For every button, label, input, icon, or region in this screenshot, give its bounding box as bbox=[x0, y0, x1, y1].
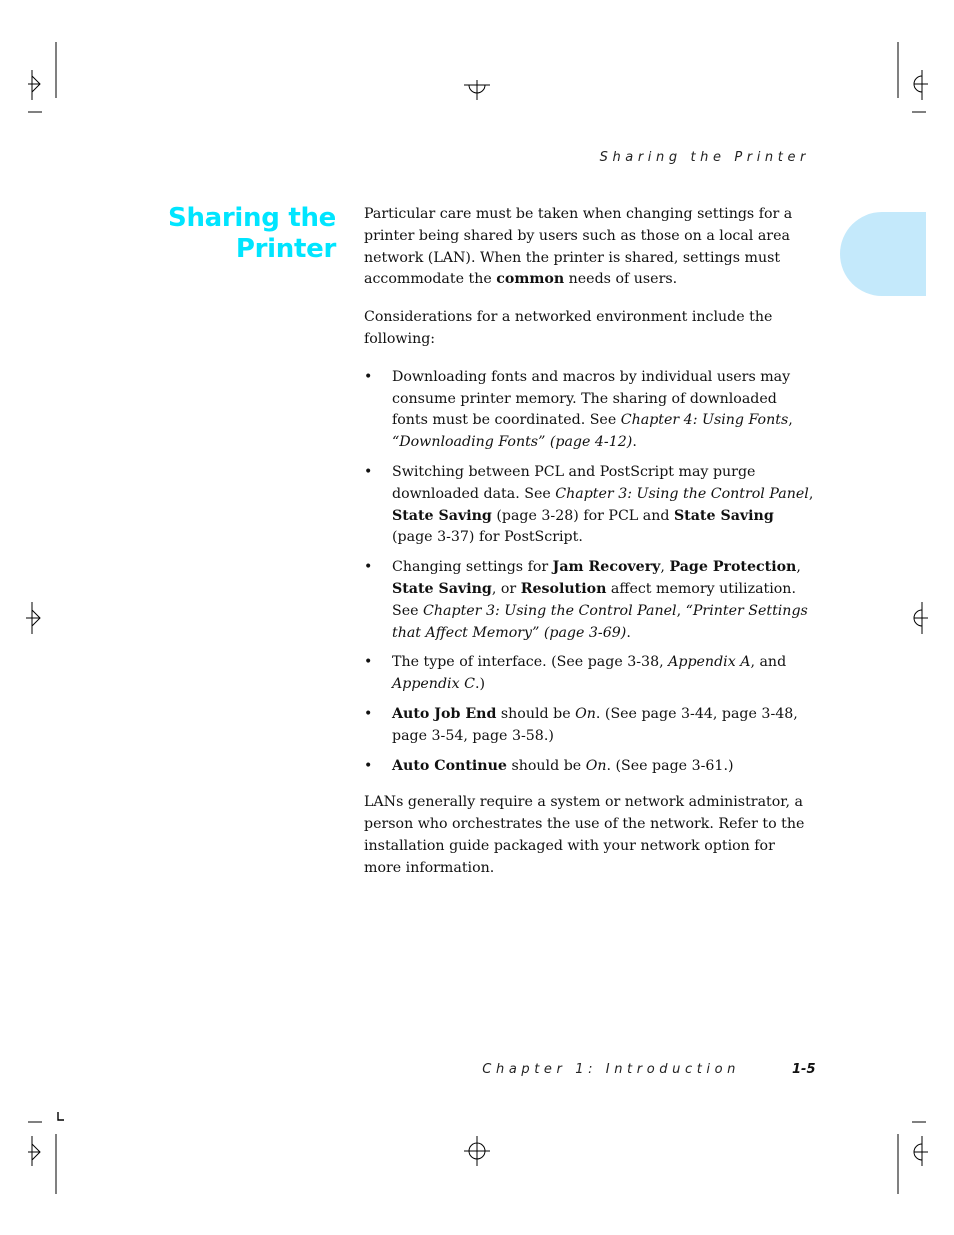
item-setting: State Saving bbox=[673, 507, 774, 524]
item-reference: Appendix A bbox=[668, 654, 751, 671]
body-text bbox=[364, 204, 816, 896]
list-item bbox=[364, 704, 816, 748]
chapter-tab bbox=[840, 212, 926, 296]
item-setting: Auto Job End bbox=[392, 705, 497, 722]
section-title-line1: Sharing the bbox=[168, 203, 336, 233]
intro-paragraph bbox=[364, 204, 816, 291]
item-text: . (See page 3-44, page 3-48, page 3-54, page 3-58.) bbox=[392, 705, 798, 744]
item-text: Changing settings for bbox=[392, 559, 553, 576]
page-number: 1-5 bbox=[792, 1062, 816, 1077]
item-text: , bbox=[796, 559, 801, 576]
item-text: . (See page 3-61.) bbox=[606, 757, 734, 774]
item-setting: Resolution bbox=[520, 580, 607, 597]
intro-text-end: needs of users. bbox=[564, 271, 678, 288]
list-item bbox=[364, 756, 816, 778]
item-text: (page 3-37) for PostScript. bbox=[392, 529, 583, 546]
item-reference: “Printer Settings that Affect Memory” (page 3-69) bbox=[392, 602, 808, 641]
item-text: , bbox=[808, 485, 814, 502]
closing-paragraph: LANs generally require a system or network administrator, a person who orchestrates the use of the network. Refer to the installation guide packaged with your network option for more information. bbox=[364, 794, 805, 876]
item-text: , bbox=[788, 412, 793, 429]
item-text: , bbox=[676, 602, 686, 619]
item-text: , and bbox=[750, 654, 787, 671]
intro-text: Particular care must be taken when changing settings for a printer being shared by users such as those on a local area network (LAN). When the printer is shared, settings must accommodate the bbox=[364, 206, 793, 288]
bullet-icon: • bbox=[364, 757, 373, 774]
item-setting: Jam Recovery bbox=[552, 559, 661, 576]
item-text: , bbox=[660, 559, 670, 576]
item-text: Downloading fonts and macros by individual users may consume printer memory. The sharing of downloaded fonts must be coordinated. See bbox=[392, 368, 791, 429]
item-reference: Chapter 4: Using Fonts bbox=[620, 412, 789, 429]
list-item bbox=[364, 462, 816, 549]
crop-mark-bottom-right bbox=[892, 1108, 932, 1198]
crop-mark-bottom-center bbox=[462, 1136, 492, 1168]
item-text: , or bbox=[491, 580, 521, 597]
item-reference: Chapter 3: Using the Control Panel bbox=[423, 602, 677, 619]
item-setting: Auto Continue bbox=[392, 757, 507, 774]
crop-mark-top-right bbox=[892, 40, 932, 120]
item-setting: State Saving bbox=[392, 507, 492, 524]
item-text: should be bbox=[496, 705, 576, 722]
crop-mark-middle-right bbox=[908, 602, 932, 634]
item-reference: “Downloading Fonts” (page 4-12) bbox=[392, 434, 633, 451]
item-text: Switching between PCL and PostScript may purge downloaded data. See bbox=[392, 463, 756, 502]
crop-mark-bottom-left bbox=[22, 1108, 66, 1198]
item-value: On bbox=[585, 757, 607, 774]
item-text: should be bbox=[506, 757, 586, 774]
bullet-icon: • bbox=[364, 654, 373, 671]
bullet-icon: • bbox=[364, 705, 373, 722]
item-text: affect memory utilization. See bbox=[392, 580, 796, 619]
crop-mark-top-left bbox=[22, 40, 62, 120]
considerations-paragraph: Considerations for a networked environment include the following: bbox=[364, 309, 773, 347]
footer-chapter: Chapter 1: Introduction bbox=[482, 1062, 740, 1077]
bullet-icon: • bbox=[364, 463, 373, 480]
section-title bbox=[136, 203, 336, 265]
item-text: . bbox=[626, 624, 631, 641]
item-value: On bbox=[575, 705, 596, 722]
list-item bbox=[364, 367, 816, 454]
crop-mark-top-center bbox=[462, 78, 492, 102]
considerations-list bbox=[364, 367, 816, 778]
running-head: Sharing the Printer bbox=[599, 150, 810, 165]
bullet-icon: • bbox=[364, 559, 373, 576]
item-text: . bbox=[632, 434, 637, 451]
list-item bbox=[364, 652, 816, 696]
item-setting: State Saving bbox=[392, 580, 492, 597]
item-text: The type of interface. (See page 3-38, bbox=[392, 654, 669, 671]
list-item bbox=[364, 557, 816, 644]
item-text: (page 3-28) for PCL and bbox=[491, 507, 674, 524]
crop-mark-middle-left bbox=[22, 602, 46, 634]
item-reference: Appendix C bbox=[392, 676, 475, 693]
item-setting: Page Protection bbox=[669, 559, 797, 576]
bullet-icon: • bbox=[364, 368, 373, 385]
intro-emphasis: common bbox=[496, 271, 565, 288]
item-text: .) bbox=[474, 676, 485, 693]
section-title-line2: Printer bbox=[235, 234, 336, 264]
item-reference: Chapter 3: Using the Control Panel bbox=[555, 485, 809, 502]
